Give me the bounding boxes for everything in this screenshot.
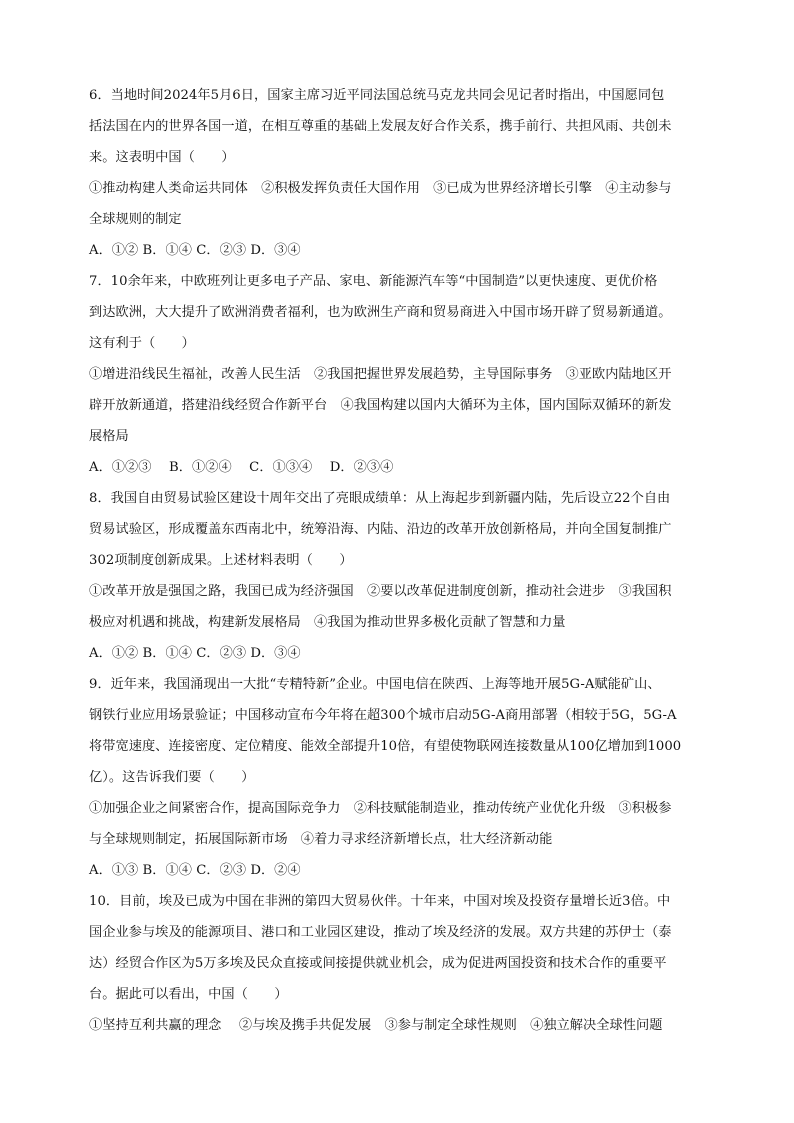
question-stem-line: 亿）。这告诉我们要（ ） [89, 770, 255, 785]
question-options-line: ①推动构建人类命运共同体 ②积极发挥负责任大国作用 ③已成为世界经济增长引擎 ④主动参与 [89, 181, 672, 196]
question-stem-line: 这有利于（ ） [89, 336, 195, 351]
question-options-line: ①坚持互利共赢的理念 ②与埃及携手共促发展 ③参与制定全球性规则 ④独立解决全球性问题 [89, 1018, 663, 1033]
question-stem-line: 国企业参与埃及的能源项目、港口和工业园区建设，推动了埃及经济的发展。双方共建的苏伊士（泰 [89, 925, 672, 940]
question-stem-line: 到达欧洲，大大提升了欧洲消费者福利，也为欧洲生产商和贸易商进入中国市场开辟了贸易新通道。 [89, 305, 672, 320]
question-stem-line: 6．当地时间2024年5月6日，国家主席习近平同法国总统马克龙共同会见记者时指出，中国愿同包 [89, 88, 665, 103]
question-stem-line: 括法国在内的世界各国一道，在相互尊重的基础上发展友好合作关系，携手前行、共担风雨、共创未 [89, 119, 672, 134]
question-block [89, 266, 707, 483]
question-stem-line: 达）经贸合作区为5万多埃及民众直接或间接提供就业机会，成为促进两国投资和技术合作的重要平 [89, 956, 667, 971]
question-block [89, 886, 707, 1041]
question-options-line: ①改革开放是强国之路，我国已成为经济强国 ②要以改革促进制度创新，推动社会进步 ③我国积 [89, 584, 672, 599]
question-options-line: 极应对机遇和挑战，构建新发展格局 ④我国为推动世界多极化贡献了智慧和力量 [89, 615, 566, 630]
question-stem-line: 302项制度创新成果。上述材料表明（ ） [89, 553, 353, 568]
question-options-line: 展格局 [89, 429, 129, 444]
question-list [89, 80, 707, 1041]
question-block [89, 80, 707, 266]
question-stem-line: 钢铁行业应用场景验证；中国移动宣布今年将在超300个城市启动5G-A商用部署（相较于5G，5G-A [89, 708, 677, 723]
question-stem-line: 7．10余年来，中欧班列让更多电子产品、家电、新能源汽车等“中国制造”以更快速度、更优价格 [89, 274, 658, 289]
question-stem-line: 来。这表明中国（ ） [89, 150, 235, 165]
question-stem-line: 10．目前，埃及已成为中国在非洲的第四大贸易伙伴。十年来，中国对埃及投资存量增长近3倍。中 [89, 894, 671, 909]
question-options-line: 全球规则的制定 [89, 212, 182, 227]
question-block [89, 669, 707, 886]
question-stem-line: 台。据此可以看出，中国（ ） [89, 987, 288, 1002]
question-options-line: ①增进沿线民生福祉，改善人民生活 ②我国把握世界发展趋势，主导国际事务 ③亚欧内陆地区开 [89, 367, 672, 382]
question-options-line: 与全球规则制定，拓展国际新市场 ④着力寻求经济新增长点，壮大经济新动能 [89, 832, 553, 847]
question-stem-line: 贸易试验区，形成覆盖东西南北中，统筹沿海、内陆、沿边的改革开放创新格局，并向全国复制推广 [89, 522, 672, 537]
answer-choices: A．①③ B．①④ C．②③ D．②④ [89, 863, 301, 878]
question-stem-line: 8．我国自由贸易试验区建设十周年交出了亮眼成绩单：从上海起步到新疆内陆，先后设立22个自由 [89, 491, 671, 506]
question-block [89, 483, 707, 669]
answer-choices: A．①②③ B．①②④ C．①③④ D．②③④ [89, 460, 394, 475]
question-stem-line: 将带宽速度、连接密度、定位精度、能效全部提升10倍，有望使物联网连接数量从100亿增加到1000 [89, 739, 682, 754]
answer-choices: A．①② B．①④ C．②③ D．③④ [89, 646, 301, 661]
question-options-line: ①加强企业之间紧密合作，提高国际竞争力 ②科技赋能制造业，推动传统产业优化升级 ③积极参 [89, 801, 672, 816]
answer-choices: A．①② B．①④ C．②③ D．③④ [89, 243, 301, 258]
question-stem-line: 9．近年来，我国涌现出一大批“专精特新”企业。中国电信在陕西、上海等地开展5G-A赋能矿山、 [89, 677, 661, 692]
question-options-line: 辟开放新通道，搭建沿线经贸合作新平台 ④我国构建以国内大循环为主体，国内国际双循环的新发 [89, 398, 672, 413]
